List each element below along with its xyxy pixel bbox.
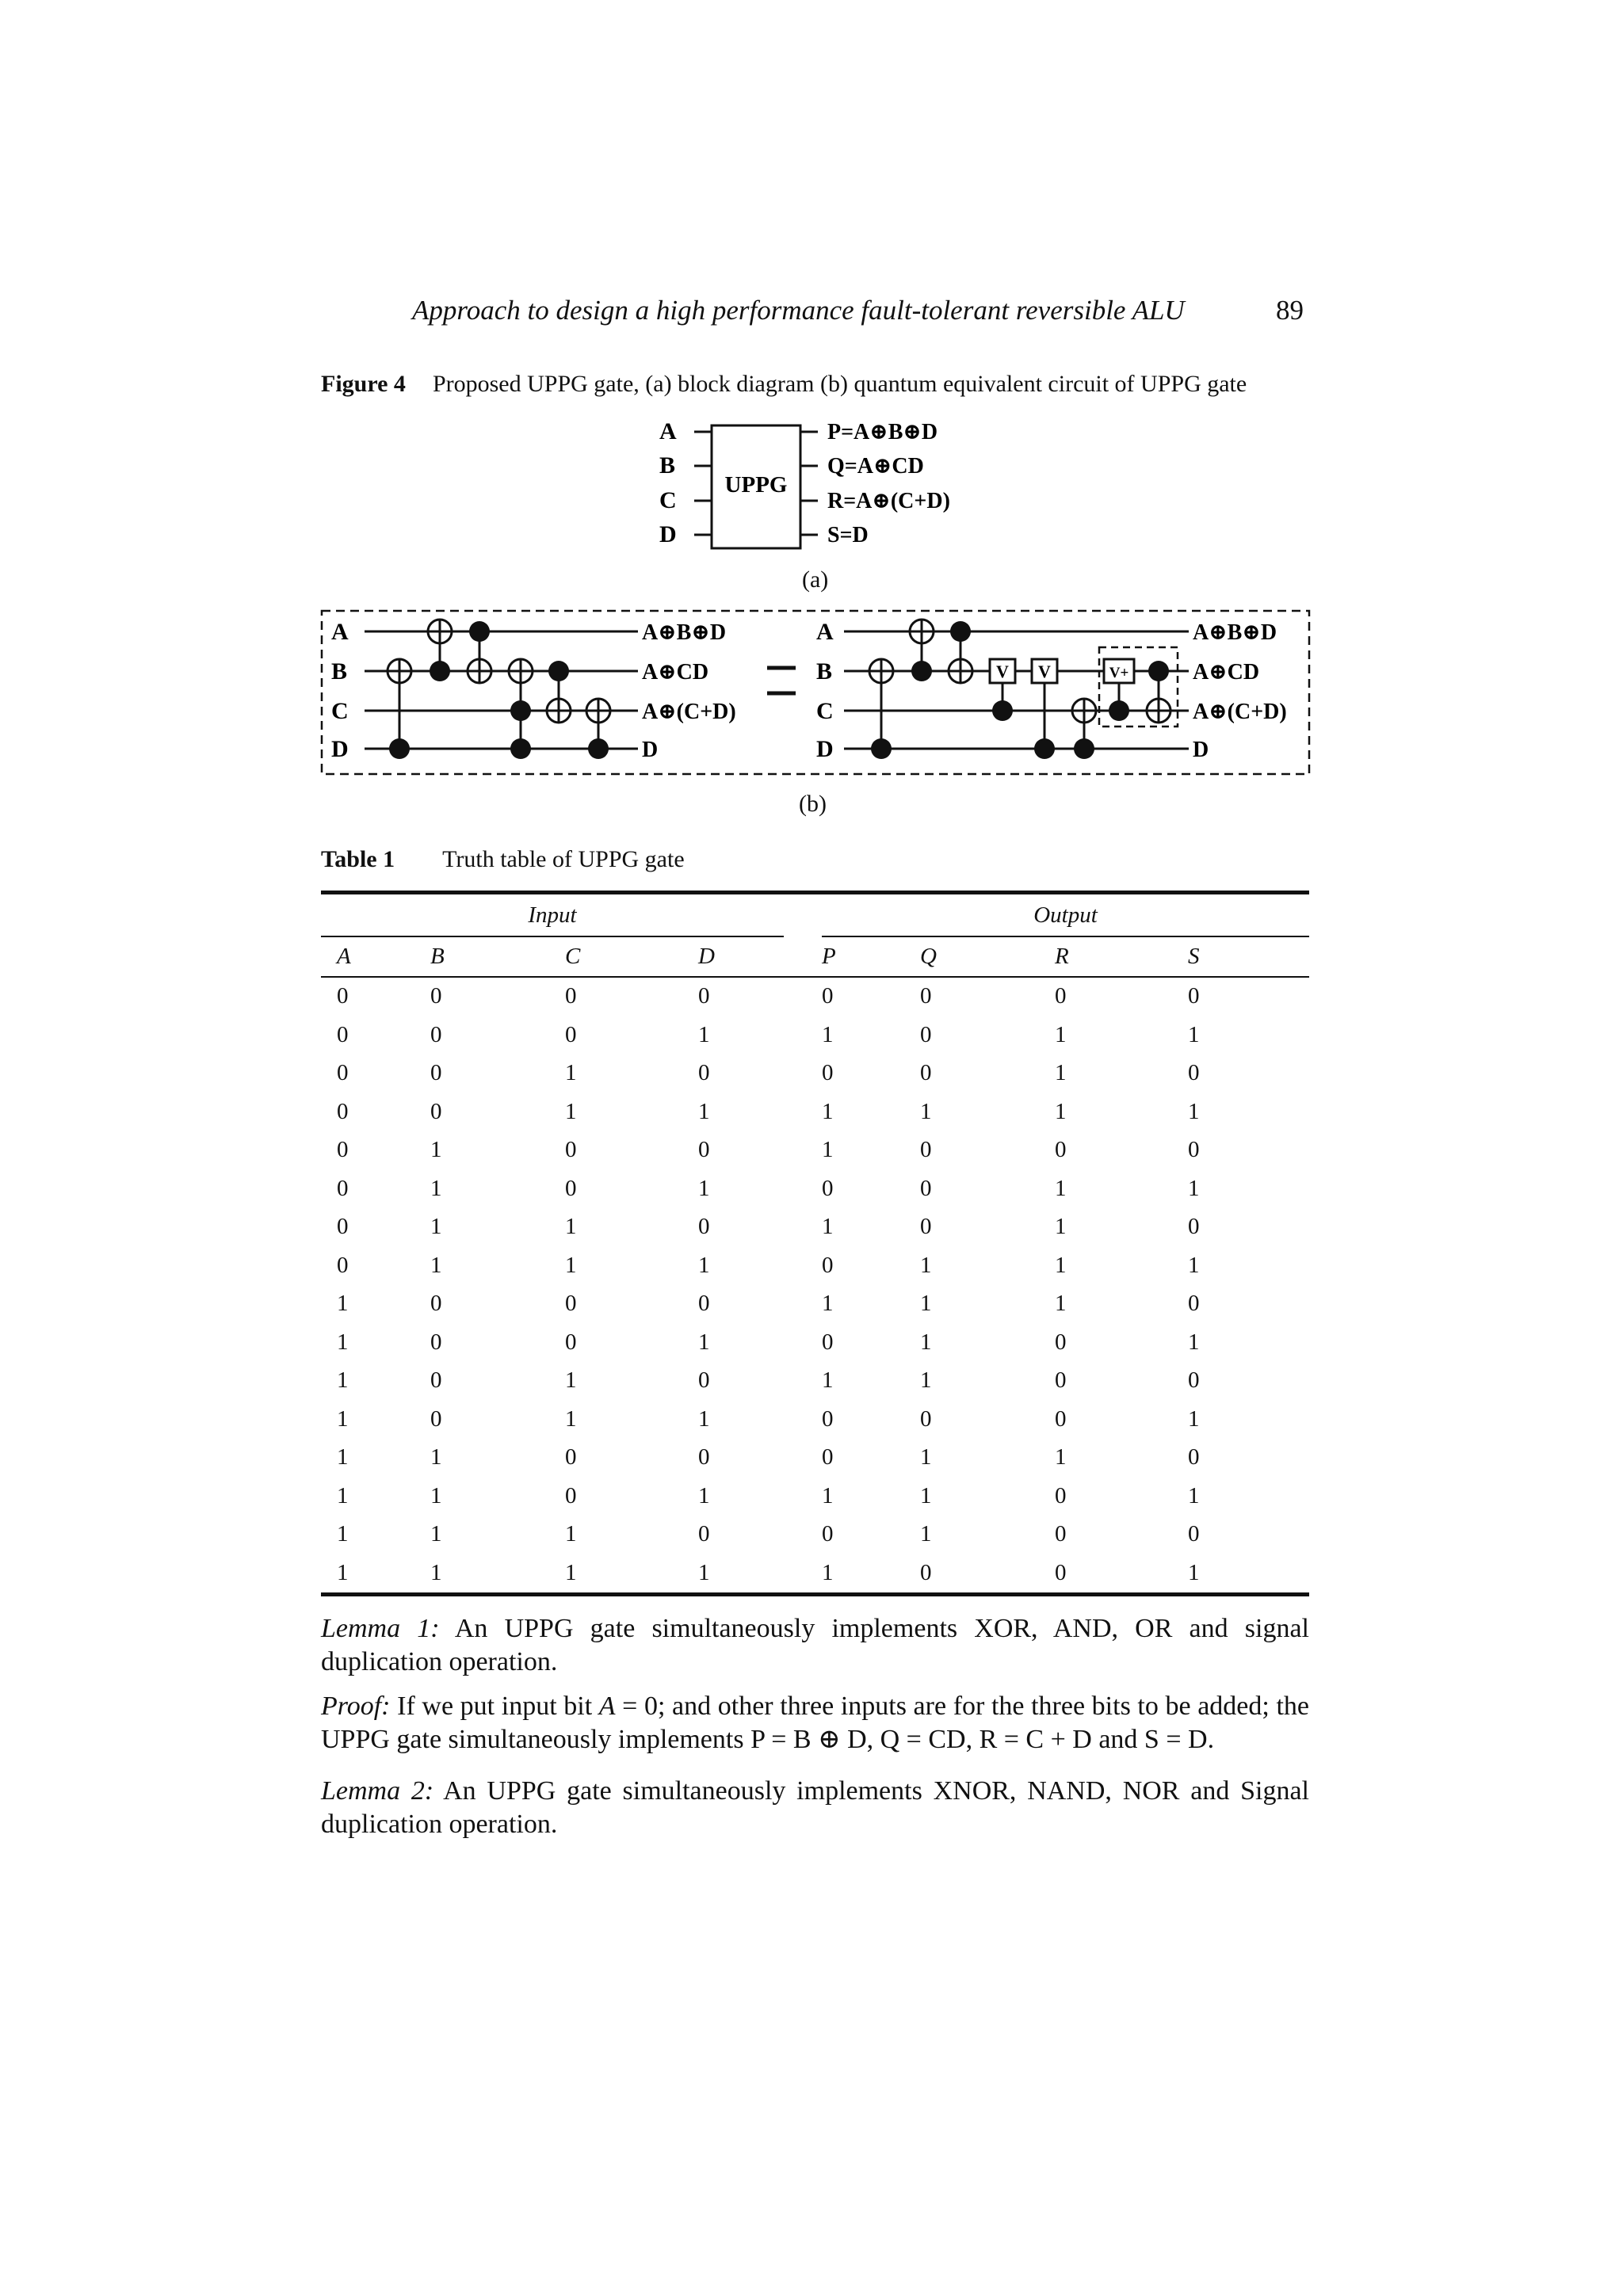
table-cell: 1 xyxy=(1055,1021,1067,1047)
table-cell: 1 xyxy=(430,1214,442,1240)
table-row xyxy=(321,1055,1309,1093)
table-cell: 0 xyxy=(920,1137,932,1163)
table-cell: 0 xyxy=(1188,1521,1200,1547)
page-number: 89 xyxy=(1276,295,1304,326)
table-cell: 0 xyxy=(1055,1405,1067,1432)
table-cell: 0 xyxy=(1188,1214,1200,1240)
running-title: Approach to design a high performance fault-tolerant reversible ALU xyxy=(412,295,1185,326)
table-cell: 0 xyxy=(822,1329,834,1355)
table-cell: 0 xyxy=(337,1252,349,1278)
table-row xyxy=(321,1439,1309,1478)
table-row xyxy=(321,1169,1309,1208)
table-cell: 1 xyxy=(430,1137,442,1163)
table-cell: 0 xyxy=(698,1444,710,1470)
table-cell: 1 xyxy=(920,1521,932,1547)
table-cell: 1 xyxy=(698,1329,710,1355)
table-cell: 1 xyxy=(565,1214,577,1240)
subfigure-a-label: (a) xyxy=(802,566,829,593)
table-cell: 0 xyxy=(822,1444,834,1470)
figure-caption-text: Proposed UPPG gate, (a) block diagram (b) quantum equivalent circuit of UPPG gate xyxy=(432,371,1247,397)
table-cell: 0 xyxy=(822,1521,834,1547)
table-cell: 1 xyxy=(565,1098,577,1124)
col-d: D xyxy=(698,936,784,977)
table-row xyxy=(321,1131,1309,1170)
table-cell: 0 xyxy=(337,1098,349,1124)
table-cell: 1 xyxy=(337,1482,349,1508)
block-output-s: S=D xyxy=(827,523,869,547)
block-output-r: R=A⊕(C+D) xyxy=(827,489,950,513)
table-cell: 0 xyxy=(337,1021,349,1047)
table-cell: 1 xyxy=(1188,1021,1200,1047)
table-cell: 1 xyxy=(1055,1060,1067,1086)
proof-variable: A xyxy=(598,1691,616,1721)
table-cell: 0 xyxy=(1188,1291,1200,1317)
table-cell: 0 xyxy=(337,1137,349,1163)
table-cell: 0 xyxy=(337,983,349,1009)
left-output-3: A⊕(C+D) xyxy=(642,700,736,724)
table-row xyxy=(321,1400,1309,1439)
table-cell: 1 xyxy=(920,1367,932,1394)
right-circuit-gates xyxy=(869,620,1178,759)
table-cell: 1 xyxy=(430,1175,442,1201)
table-column-header xyxy=(321,936,1309,977)
table-caption-text: Truth table of UPPG gate xyxy=(442,846,685,872)
table-cell: 1 xyxy=(920,1482,932,1508)
table-cell: 1 xyxy=(822,1098,834,1124)
table-row xyxy=(321,1362,1309,1401)
table-cell: 0 xyxy=(698,983,710,1009)
table-row xyxy=(321,1323,1309,1362)
table-cell: 1 xyxy=(822,1021,834,1047)
table-row xyxy=(321,977,1309,1016)
table-cell: 0 xyxy=(1055,1482,1067,1508)
table-cell: 0 xyxy=(698,1214,710,1240)
uppg-block-diagram xyxy=(650,416,999,555)
table-cell: 1 xyxy=(698,1175,710,1201)
table-cell: 0 xyxy=(698,1291,710,1317)
group-output: Output xyxy=(822,893,1309,937)
table-row xyxy=(321,1016,1309,1055)
table-cell: 1 xyxy=(337,1521,349,1547)
table-cell: 1 xyxy=(698,1554,784,1594)
table-cell: 0 xyxy=(920,1175,932,1201)
table-cell: 1 xyxy=(822,1214,834,1240)
table-cell: 0 xyxy=(430,1291,442,1317)
lemma-1 xyxy=(321,1612,1309,1679)
table-cell: 1 xyxy=(321,1554,430,1594)
right-output-2: A⊕CD xyxy=(1193,660,1260,685)
lemma-2-label: Lemma 2: xyxy=(321,1776,434,1806)
table-cell: 1 xyxy=(920,1444,932,1470)
table-cell: 1 xyxy=(1055,1291,1067,1317)
table-cell: 0 xyxy=(1055,983,1067,1009)
table-cell: 1 xyxy=(698,1021,710,1047)
table-cell: 0 xyxy=(822,983,834,1009)
table-row xyxy=(321,1208,1309,1247)
table-cell: 1 xyxy=(1055,1444,1067,1470)
table-cell: 0 xyxy=(430,1098,442,1124)
table-cell: 1 xyxy=(822,1482,834,1508)
block-input-b: B xyxy=(659,452,676,479)
left-output-1: A⊕B⊕D xyxy=(642,620,727,645)
table-cell: 1 xyxy=(565,1405,577,1432)
table-cell: 1 xyxy=(698,1482,710,1508)
table-cell: 1 xyxy=(822,1137,834,1163)
col-c: C xyxy=(565,936,698,977)
col-r: R xyxy=(1055,936,1188,977)
table-cell: 0 xyxy=(1055,1137,1067,1163)
table-cell: 0 xyxy=(698,1367,710,1394)
table-cell: 0 xyxy=(698,1521,710,1547)
table-cell: 1 xyxy=(822,1554,920,1594)
proof-text-1: If we put input bit xyxy=(397,1691,599,1721)
table-cell: 0 xyxy=(430,1329,442,1355)
left-input-a: A xyxy=(331,619,349,645)
left-output-4: D xyxy=(642,738,659,762)
table-cell: 0 xyxy=(565,1291,577,1317)
table-cell: 1 xyxy=(822,1367,834,1394)
lemma-2-text: An UPPG gate simultaneously implements XNOR, NAND, NOR and Signal duplication operation. xyxy=(321,1776,1310,1839)
table-row xyxy=(321,1285,1309,1324)
table-cell: 0 xyxy=(565,1175,577,1201)
table-cell: 0 xyxy=(920,1060,932,1086)
table-cell: 1 xyxy=(565,1554,698,1594)
table-cell: 1 xyxy=(430,1482,442,1508)
table-cell: 0 xyxy=(920,1405,932,1432)
table-row xyxy=(321,1246,1309,1285)
table-cell: 1 xyxy=(920,1291,932,1317)
table-cell: 0 xyxy=(920,1214,932,1240)
table-cell: 1 xyxy=(430,1444,442,1470)
equals-sign xyxy=(767,668,796,693)
col-a: A xyxy=(321,936,430,977)
table-cell: 1 xyxy=(920,1098,932,1124)
table-cell: 1 xyxy=(337,1405,349,1432)
table-cell: 0 xyxy=(822,1175,834,1201)
lemma-2 xyxy=(321,1775,1309,1841)
lemma-1-text: An UPPG gate simultaneously implements XOR, AND, OR and signal duplication operation. xyxy=(321,1614,1309,1676)
col-q: Q xyxy=(920,936,1055,977)
table-cell: 0 xyxy=(430,1021,442,1047)
table-cell: 0 xyxy=(430,983,442,1009)
table-cell: 1 xyxy=(1188,1554,1309,1594)
table-cell: 0 xyxy=(565,1482,577,1508)
table-cell: 1 xyxy=(565,1060,577,1086)
table-cell: 0 xyxy=(1055,1521,1067,1547)
block-input-d: D xyxy=(659,521,677,547)
table-cell: 1 xyxy=(337,1444,349,1470)
table-row xyxy=(321,1093,1309,1131)
table-cell: 1 xyxy=(430,1554,565,1594)
table-label: Table 1 xyxy=(321,846,395,872)
vplus-gate-label: V+ xyxy=(1109,665,1129,681)
table-cell: 0 xyxy=(565,983,577,1009)
table-cell: 1 xyxy=(1188,1405,1200,1432)
table-cell: 1 xyxy=(430,1521,442,1547)
block-output-q: Q=A⊕CD xyxy=(827,454,924,479)
left-output-2: A⊕CD xyxy=(642,660,709,685)
table-cell: 0 xyxy=(1055,1554,1188,1594)
table-row xyxy=(321,1554,1309,1594)
gate-name: UPPG xyxy=(724,472,788,498)
table-cell: 0 xyxy=(1055,1367,1067,1394)
group-input: Input xyxy=(321,893,784,937)
table-cell: 1 xyxy=(565,1367,577,1394)
table-cell: 0 xyxy=(1055,1329,1067,1355)
table-cell: 1 xyxy=(565,1521,577,1547)
table-cell: 1 xyxy=(822,1291,834,1317)
figure-caption xyxy=(321,371,1247,398)
right-output-3: A⊕(C+D) xyxy=(1193,700,1287,724)
table-cell: 1 xyxy=(1188,1098,1200,1124)
table-cell: 1 xyxy=(698,1252,710,1278)
table-caption xyxy=(321,846,685,873)
table-cell: 0 xyxy=(565,1137,577,1163)
col-p: P xyxy=(822,936,920,977)
block-input-a: A xyxy=(659,418,677,444)
table-cell: 0 xyxy=(698,1060,710,1086)
left-input-d: D xyxy=(331,736,349,762)
table-cell: 1 xyxy=(430,1252,442,1278)
right-input-c: C xyxy=(816,698,834,724)
table-cell: 0 xyxy=(1188,1444,1200,1470)
proof-text-2: = 0; and other three inputs are for the three bits to be added; the UPPG gate simultaneously implements P = B ⊕ D, Q = CD, R = C + D and S = D. xyxy=(321,1691,1310,1754)
right-input-a: A xyxy=(816,619,834,645)
table-cell: 0 xyxy=(565,1329,577,1355)
table-cell: 0 xyxy=(1188,983,1200,1009)
table-cell: 0 xyxy=(430,1060,442,1086)
table-cell: 1 xyxy=(698,1098,710,1124)
table-cell: 0 xyxy=(565,1444,577,1470)
table-row xyxy=(321,1477,1309,1516)
left-circuit-gates xyxy=(388,620,610,759)
lemma-1-label: Lemma 1: xyxy=(321,1614,440,1643)
table-cell: 0 xyxy=(822,1252,834,1278)
table-row xyxy=(321,1516,1309,1554)
right-output-4: D xyxy=(1193,738,1209,762)
table-cell: 1 xyxy=(1055,1175,1067,1201)
table-cell: 1 xyxy=(337,1329,349,1355)
table-cell: 1 xyxy=(920,1252,932,1278)
table-cell: 0 xyxy=(337,1060,349,1086)
table-cell: 0 xyxy=(1188,1060,1200,1086)
v-gate-2-label: V xyxy=(1038,662,1051,681)
table-group-header xyxy=(321,893,1309,937)
v-gate-1-label: V xyxy=(996,662,1009,681)
right-input-b: B xyxy=(816,658,833,685)
proof-label: Proof: xyxy=(321,1691,391,1721)
truth-table xyxy=(321,891,1309,1596)
block-output-p: P=A⊕B⊕D xyxy=(827,420,938,444)
table-cell: 1 xyxy=(1055,1252,1067,1278)
table-cell: 1 xyxy=(1188,1329,1200,1355)
table-cell: 0 xyxy=(337,1175,349,1201)
figure-label: Figure 4 xyxy=(321,371,406,397)
table-cell: 0 xyxy=(822,1060,834,1086)
table-cell: 1 xyxy=(920,1329,932,1355)
table-cell: 0 xyxy=(920,983,932,1009)
table-cell: 0 xyxy=(430,1367,442,1394)
table-cell: 0 xyxy=(920,1554,1055,1594)
table-cell: 0 xyxy=(920,1021,932,1047)
block-input-c: C xyxy=(659,487,677,513)
table-cell: 0 xyxy=(1188,1367,1200,1394)
table-cell: 1 xyxy=(698,1405,710,1432)
quantum-circuit xyxy=(317,606,1316,780)
table-cell: 1 xyxy=(565,1252,577,1278)
table-cell: 0 xyxy=(698,1137,710,1163)
table-cell: 1 xyxy=(1055,1098,1067,1124)
table-cell: 1 xyxy=(1188,1252,1200,1278)
right-input-d: D xyxy=(816,736,834,762)
subfigure-b-label: (b) xyxy=(799,791,827,817)
col-s: S xyxy=(1188,936,1309,977)
col-b: B xyxy=(430,936,565,977)
table-cell: 1 xyxy=(1055,1214,1067,1240)
table-cell: 0 xyxy=(430,1405,442,1432)
table-cell: 1 xyxy=(1188,1175,1200,1201)
right-output-1: A⊕B⊕D xyxy=(1193,620,1277,645)
table-cell: 1 xyxy=(337,1367,349,1394)
table-cell: 1 xyxy=(337,1291,349,1317)
table-cell: 0 xyxy=(337,1214,349,1240)
table-cell: 1 xyxy=(1188,1482,1200,1508)
table-cell: 0 xyxy=(565,1021,577,1047)
table-cell: 0 xyxy=(822,1405,834,1432)
left-input-b: B xyxy=(331,658,348,685)
left-input-c: C xyxy=(331,698,349,724)
table-cell: 0 xyxy=(1188,1137,1200,1163)
proof xyxy=(321,1690,1309,1756)
